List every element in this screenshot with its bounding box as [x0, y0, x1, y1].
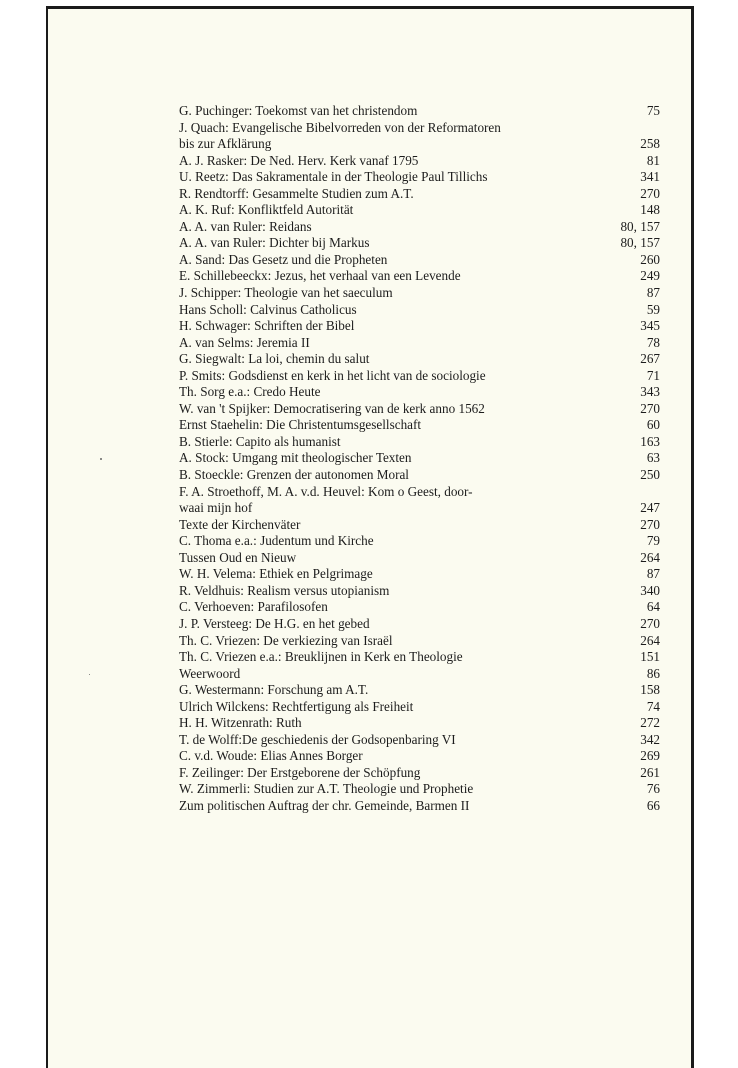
entry-row	[179, 401, 660, 418]
entry-page-number: 270	[640, 615, 660, 631]
entry-row	[179, 235, 660, 252]
entry-page-number: 60	[646, 417, 660, 433]
index-entry	[179, 368, 660, 385]
index-entry	[179, 682, 660, 699]
entry-row	[179, 550, 660, 567]
entry-title: C. Thoma e.a.: Judentum und Kirche	[179, 533, 374, 549]
entry-row	[179, 649, 660, 666]
entry-row	[179, 533, 660, 550]
entry-page-number: 341	[640, 169, 660, 185]
entry-page-number: 59	[646, 301, 660, 317]
index-entry	[179, 550, 660, 567]
index-entry	[179, 169, 660, 186]
entry-title: G. Siegwalt: La loi, chemin du salut	[179, 351, 370, 367]
entry-page-number: 345	[640, 318, 660, 334]
entry-title: Hans Scholl: Calvinus Catholicus	[179, 301, 357, 317]
entry-row	[179, 467, 660, 484]
entry-page-number: 250	[640, 467, 660, 483]
entry-page-number: 79	[646, 533, 660, 549]
entry-title: U. Reetz: Das Sakramentale in der Theologie Paul Tillichs	[179, 169, 488, 185]
entry-row	[179, 169, 660, 186]
entry-row	[179, 765, 660, 782]
entry-page-number: 86	[646, 665, 660, 681]
paper-speck	[100, 458, 102, 460]
entry-row	[179, 368, 660, 385]
entry-title: T. de Wolff:De geschiedenis der Godsopenbaring VI	[179, 731, 456, 747]
index-entry	[179, 103, 660, 120]
entry-row	[179, 566, 660, 583]
entry-title: H. Schwager: Schriften der Bibel	[179, 318, 355, 334]
entry-title: Th. C. Vriezen e.a.: Breuklijnen in Kerk en Theologie	[179, 649, 463, 665]
entry-title: Ulrich Wilckens: Rechtfertigung als Freiheit	[179, 698, 414, 714]
entry-title: F. Zeilinger: Der Erstgeborene der Schöpfung	[179, 764, 421, 780]
entry-row	[179, 434, 660, 451]
entry-row	[179, 103, 660, 120]
entry-title: B. Stoeckle: Grenzen der autonomen Moral	[179, 467, 409, 483]
index-entry	[179, 335, 660, 352]
index-entry	[179, 484, 660, 517]
entry-page-number: 343	[640, 384, 660, 400]
entry-title: Weerwoord	[179, 665, 241, 681]
index-entry	[179, 765, 660, 782]
entry-page-number: 76	[646, 781, 660, 797]
entry-title: A. K. Ruf: Konfliktfeld Autorität	[179, 202, 354, 218]
paper-speck	[89, 674, 90, 675]
entry-title: E. Schillebeeckx: Jezus, het verhaal van een Levende	[179, 268, 461, 284]
entry-title: Th. C. Vriezen: De verkiezing van Israël	[179, 632, 393, 648]
entry-row	[179, 517, 660, 534]
entry-page-number: 249	[640, 268, 660, 284]
entry-row	[179, 136, 660, 153]
entry-title: A. Stock: Umgang mit theologischer Texten	[179, 450, 412, 466]
index-entry	[179, 699, 660, 716]
entry-row	[179, 302, 660, 319]
index-entry	[179, 434, 660, 451]
entry-title: A. A. van Ruler: Reidans	[179, 218, 312, 234]
index-entry	[179, 781, 660, 798]
index-entry	[179, 566, 660, 583]
entry-page-number: 81	[646, 152, 660, 168]
document-page	[46, 6, 694, 1068]
entry-page-number: 261	[640, 764, 660, 780]
entry-title: G. Puchinger: Toekomst van het christendom	[179, 103, 418, 118]
index-entry	[179, 120, 660, 153]
entry-row	[179, 666, 660, 683]
index-entry	[179, 616, 660, 633]
entry-page-number: 272	[640, 715, 660, 731]
entry-title-line: F. A. Stroethoff, M. A. v.d. Heuvel: Kom o Geest, door-	[179, 483, 473, 499]
entry-page-number: 158	[640, 682, 660, 698]
entry-row	[179, 682, 660, 699]
entry-title: R. Rendtorff: Gesammelte Studien zum A.T.	[179, 185, 414, 201]
entry-title: A. J. Rasker: De Ned. Herv. Kerk vanaf 1795	[179, 152, 419, 168]
entry-row	[179, 335, 660, 352]
entry-page-number: 247	[640, 500, 660, 516]
entry-page-number: 270	[640, 400, 660, 416]
entry-page-number: 80, 157	[620, 218, 660, 234]
entry-title: A. van Selms: Jeremia II	[179, 334, 310, 350]
entry-title: W. H. Velema: Ethiek en Pelgrimage	[179, 566, 373, 582]
entry-page-number: 163	[640, 433, 660, 449]
entry-page-number: 87	[646, 285, 660, 301]
entry-title: waai mijn hof	[179, 500, 253, 516]
entry-row	[179, 715, 660, 732]
entry-row	[179, 781, 660, 798]
entry-row	[179, 268, 660, 285]
entry-row	[179, 285, 660, 302]
entry-page-number: 269	[640, 748, 660, 764]
entry-page-number: 148	[640, 202, 660, 218]
index-entry	[179, 219, 660, 236]
entry-page-number: 78	[646, 334, 660, 350]
index-entry	[179, 252, 660, 269]
entry-page-number: 267	[640, 351, 660, 367]
entry-page-number: 340	[640, 582, 660, 598]
index-entry	[179, 748, 660, 765]
entry-title: Zum politischen Auftrag der chr. Gemeinde, Barmen II	[179, 797, 470, 813]
index-entry	[179, 583, 660, 600]
entry-title: C. Verhoeven: Parafilosofen	[179, 599, 328, 615]
index-entry	[179, 467, 660, 484]
entry-title: C. v.d. Woude: Elias Annes Borger	[179, 748, 363, 764]
index-list	[179, 103, 660, 815]
entry-row	[179, 351, 660, 368]
index-entry	[179, 202, 660, 219]
entry-page-number: 264	[640, 632, 660, 648]
index-entry	[179, 715, 660, 732]
index-entry	[179, 599, 660, 616]
index-entry	[179, 450, 660, 467]
entry-title: J. P. Versteeg: De H.G. en het gebed	[179, 615, 370, 631]
entry-title-line: J. Quach: Evangelische Bibelvorreden von der Reformatoren	[179, 119, 501, 135]
index-entry	[179, 666, 660, 683]
entry-page-number: 151	[640, 649, 660, 665]
entry-title: J. Schipper: Theologie van het saeculum	[179, 285, 393, 301]
index-entry	[179, 186, 660, 203]
index-entry	[179, 649, 660, 666]
entry-row	[179, 633, 660, 650]
entry-page-number: 74	[646, 698, 660, 714]
entry-title: R. Veldhuis: Realism versus utopianism	[179, 582, 390, 598]
entry-row	[179, 616, 660, 633]
index-entry	[179, 302, 660, 319]
index-entry	[179, 384, 660, 401]
index-entry	[179, 533, 660, 550]
index-entry	[179, 285, 660, 302]
entry-row	[179, 318, 660, 335]
entry-row	[179, 500, 660, 517]
entry-row	[179, 202, 660, 219]
entry-page-number: 64	[646, 599, 660, 615]
entry-title: Ernst Staehelin: Die Christentumsgesellschaft	[179, 417, 422, 433]
entry-row	[179, 450, 660, 467]
index-entry	[179, 268, 660, 285]
entry-title: G. Westermann: Forschung am A.T.	[179, 682, 369, 698]
entry-title: A. A. van Ruler: Dichter bij Markus	[179, 235, 370, 251]
entry-row	[179, 384, 660, 401]
entry-page-number: 63	[646, 450, 660, 466]
entry-row	[179, 599, 660, 616]
entry-row	[179, 219, 660, 236]
entry-row	[179, 748, 660, 765]
entry-page-number: 264	[640, 549, 660, 565]
entry-page-number: 258	[640, 136, 660, 152]
index-entry	[179, 732, 660, 749]
index-entry	[179, 798, 660, 815]
entry-page-number: 75	[646, 103, 660, 118]
entry-title: Texte der Kirchenväter	[179, 516, 301, 532]
entry-title: W. Zimmerli: Studien zur A.T. Theologie und Prophetie	[179, 781, 474, 797]
entry-title: A. Sand: Das Gesetz und die Propheten	[179, 251, 388, 267]
entry-title: H. H. Witzenrath: Ruth	[179, 715, 302, 731]
index-entry	[179, 318, 660, 335]
entry-row	[179, 417, 660, 434]
entry-title: bis zur Afklärung	[179, 136, 272, 152]
index-entry	[179, 417, 660, 434]
entry-page-number: 87	[646, 566, 660, 582]
index-entry	[179, 153, 660, 170]
index-entry	[179, 633, 660, 650]
entry-page-number: 270	[640, 185, 660, 201]
entry-title: B. Stierle: Capito als humanist	[179, 433, 341, 449]
index-entry	[179, 351, 660, 368]
entry-row	[179, 732, 660, 749]
entry-title: Tussen Oud en Nieuw	[179, 549, 297, 565]
entry-title: Th. Sorg e.a.: Credo Heute	[179, 384, 321, 400]
entry-row	[179, 798, 660, 815]
index-entry	[179, 517, 660, 534]
entry-row	[179, 583, 660, 600]
entry-page-number: 71	[646, 367, 660, 383]
entry-row	[179, 186, 660, 203]
entry-row	[179, 699, 660, 716]
entry-page-number: 66	[646, 797, 660, 813]
entry-page-number: 342	[640, 731, 660, 747]
entry-title: W. van 't Spijker: Democratisering van de kerk anno 1562	[179, 400, 485, 416]
entry-row	[179, 153, 660, 170]
index-entry	[179, 235, 660, 252]
index-entry	[179, 401, 660, 418]
entry-row	[179, 252, 660, 269]
entry-page-number: 80, 157	[620, 235, 660, 251]
entry-page-number: 260	[640, 251, 660, 267]
entry-title: P. Smits: Godsdienst en kerk in het licht van de sociologie	[179, 367, 486, 383]
entry-page-number: 270	[640, 516, 660, 532]
